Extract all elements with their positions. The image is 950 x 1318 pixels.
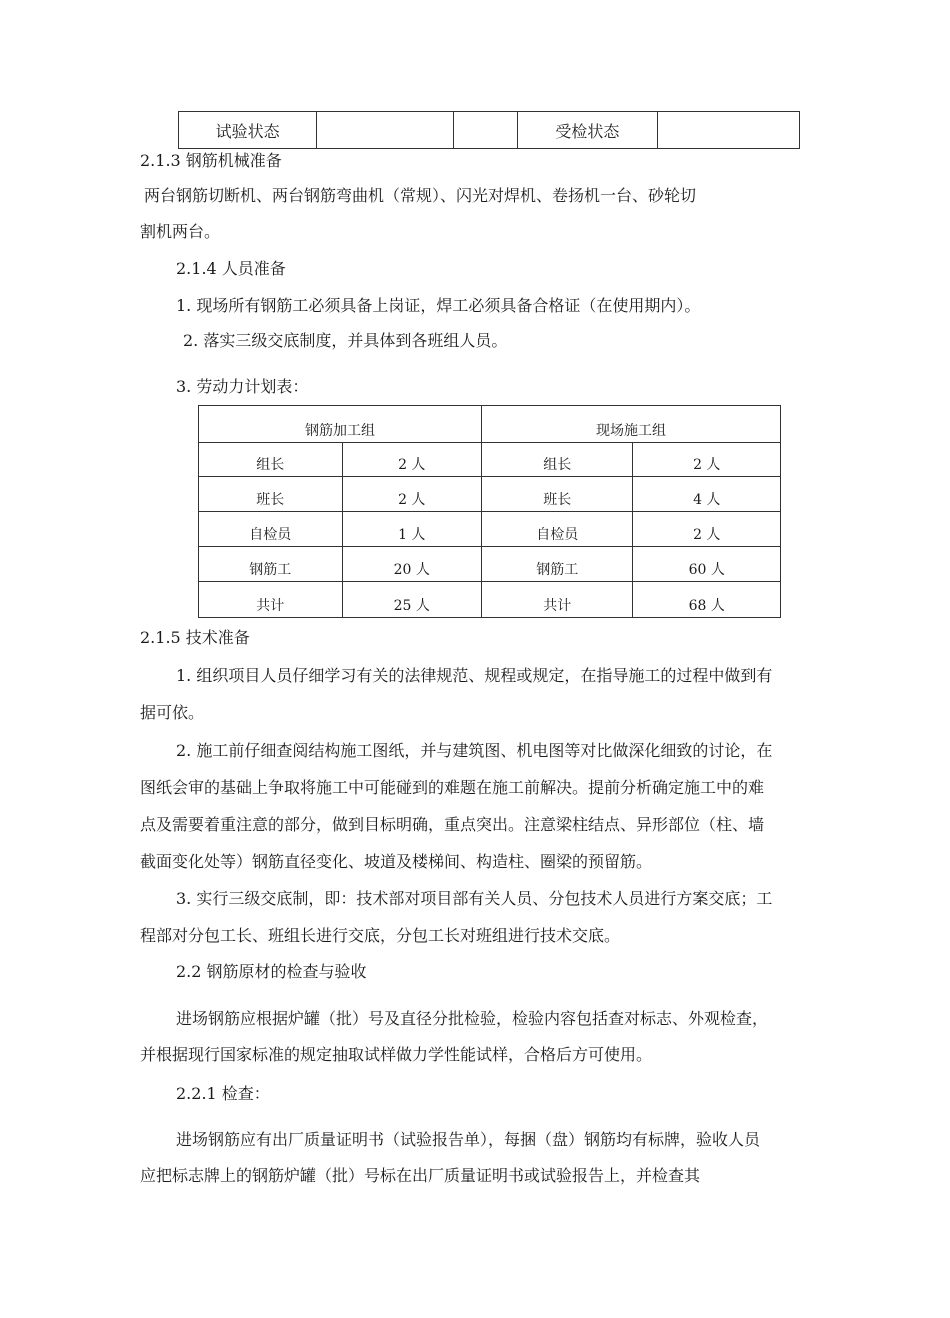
- role-cell: 班长: [482, 477, 633, 512]
- count-cell: 2 人: [342, 443, 482, 477]
- paragraph-line: 截面变化处等）钢筋直径变化、坡道及楼梯间、构造柱、圈梁的预留筋。: [140, 852, 653, 871]
- role-cell: 共计: [199, 582, 343, 618]
- table-row: [199, 582, 781, 618]
- count-cell: 20 人: [342, 547, 482, 582]
- heading-2-2: 2.2 钢筋原材的检查与验收: [176, 962, 367, 981]
- paragraph-line: 图纸会审的基础上争取将施工中可能碰到的难题在施工前解决。提前分析确定施工中的难: [140, 778, 765, 797]
- heading-2-1-5: 2.1.5 技术准备: [140, 628, 250, 647]
- count-cell: 60 人: [633, 547, 781, 582]
- paragraph-line: 程部对分包工长、班组长进行交底，分包工长对班组进行技术交底。: [140, 926, 621, 945]
- role-cell: 共计: [482, 582, 633, 618]
- heading-2-1-3: 2.1.3 钢筋机械准备: [140, 151, 282, 170]
- paragraph-line: 据可依。: [140, 703, 205, 722]
- list-item: 1. 现场所有钢筋工必须具备上岗证，焊工必须具备合格证（在使用期内）。: [176, 296, 701, 315]
- table-row: [199, 512, 781, 547]
- group-header-site: 现场施工组: [482, 406, 781, 443]
- paragraph-line: 2. 施工前仔细查阅结构施工图纸，并与建筑图、机电图等对比做深化细致的讨论，在: [176, 741, 773, 760]
- status-value-1: [317, 112, 454, 149]
- role-cell: 钢筋工: [199, 547, 343, 582]
- table-row: [199, 443, 781, 477]
- count-cell: 2 人: [633, 443, 781, 477]
- heading-2-1-4: 2.1.4 人员准备: [176, 259, 286, 278]
- count-cell: 2 人: [633, 512, 781, 547]
- count-cell: 68 人: [633, 582, 781, 618]
- status-value-2: [454, 112, 518, 149]
- count-cell: 25 人: [342, 582, 482, 618]
- status-table: [178, 111, 800, 149]
- paragraph-line: 割机两台。: [140, 222, 221, 241]
- status-value-3: [657, 112, 799, 149]
- role-cell: 自检员: [199, 512, 343, 547]
- paragraph-line: 点及需要着重注意的部分，做到目标明确，重点突出。注意梁柱结点、异形部位（柱、墙: [140, 815, 765, 834]
- list-item: 2. 落实三级交底制度，并具体到各班组人员。: [183, 331, 508, 350]
- table-row: [199, 547, 781, 582]
- role-cell: 组长: [482, 443, 633, 477]
- role-cell: 组长: [199, 443, 343, 477]
- status-label-inspect: 受检状态: [517, 112, 657, 149]
- count-cell: 2 人: [342, 477, 482, 512]
- group-header-processing: 钢筋加工组: [199, 406, 482, 443]
- count-cell: 1 人: [342, 512, 482, 547]
- role-cell: 自检员: [482, 512, 633, 547]
- paragraph-line: 1. 组织项目人员仔细学习有关的法律规范、规程或规定，在指导施工的过程中做到有: [176, 666, 773, 685]
- paragraph-line: 进场钢筋应有出厂质量证明书（试验报告单），每捆（盘）钢筋均有标牌，验收人员: [176, 1130, 761, 1149]
- heading-2-2-1: 2.2.1 检查：: [176, 1084, 270, 1103]
- paragraph-line: 两台钢筋切断机、两台钢筋弯曲机（常规）、闪光对焊机、卷扬机一台、砂轮切: [144, 186, 697, 205]
- paragraph-line: 并根据现行国家标准的规定抽取试样做力学性能试样，合格后方可使用。: [140, 1045, 653, 1064]
- table-row: [199, 477, 781, 512]
- paragraph-line: 3. 实行三级交底制，即：技术部对项目部有关人员、分包技术人员进行方案交底；工: [176, 889, 773, 908]
- labor-plan-table: [198, 405, 781, 618]
- role-cell: 钢筋工: [482, 547, 633, 582]
- paragraph-line: 应把标志牌上的钢筋炉罐（批）号标在出厂质量证明书或试验报告上，并检查其: [140, 1166, 701, 1185]
- paragraph-line: 进场钢筋应根据炉罐（批）号及直径分批检验，检验内容包括查对标志、外观检查，: [176, 1009, 769, 1028]
- role-cell: 班长: [199, 477, 343, 512]
- count-cell: 4 人: [633, 477, 781, 512]
- list-item: 3. 劳动力计划表：: [176, 377, 309, 396]
- status-label-test: 试验状态: [179, 112, 317, 149]
